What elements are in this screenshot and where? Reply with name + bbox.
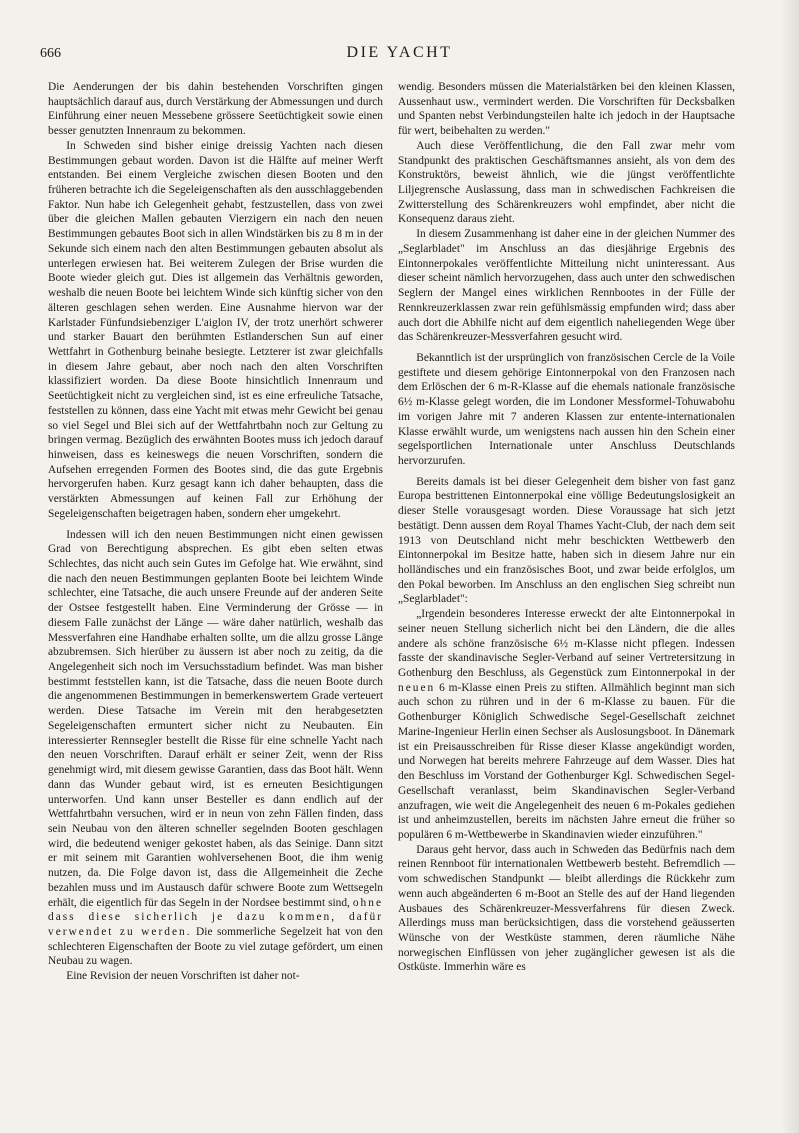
paragraph-text: 6 m-Klasse einen Preis zu stiften. Allmählich beginnt man sich auch schon zu rühren und in der 6 m-Klasse zu bauen. Für die Gothenburger Königlich Schwedische Segel-Gesellschaft zeichnet Marine-Ingenieur Herlin einen Sechser als Auslosungsboot. In Dänemark ist ein Preisausschreiben für Risse dieser Klasse angekündigt worden, und Norwegen hat bereits mehrere Fahrzeuge auf dem Wasser. Dies hat den Beschluss im Vorstand der Gothenburger Kgl. Schwedischen Segel-Gesellschaft veranlasst, beim Skandinavischen Segler-Verband anzufragen, wie weit die Angelegenheit des neuen 6 m-Pokales gediehen ist und anheimzustellen, bereits im nächsten Jahre erneut die früher so populären 6 m-Wettbewerbe in Skandinavien wieder einzuführen.": [398, 681, 735, 841]
paragraph: Bekanntlich ist der ursprünglich von französischen Cercle de la Voile gestiftete und diesem gehörige Eintonnerpokal von den Franzosen nach dem Erlöschen der 6 m-R-Klasse auf die ehemals nationale französische 6½ m-Klasse gelegt worden, die im Londoner Messformel-Tohuwabohu im vorigen Jahre mit 7 anderen Klassen zur entente-internationalen Klasse erwählt wurde, um wenigstens nach aussen hin den Schein einer segelsportlichen Internationale unter Anschluss Deutschlands hervorzurufen.: [398, 351, 735, 467]
paragraph: Auch diese Veröffentlichung, die den Fall zwar mehr vom Standpunkt des praktischen Geschäftsmannes ansieht, als von dem des Konstruktörs, beweist ähnlich, wie die jüngst veröffentlichte Liljegrensche Auslassung, dass man in schwedischen Fachkreisen die Zwitterstellung des Schärenkreuzers wohl empfindet, aber nicht die Konsequenz daraus zieht.: [398, 139, 735, 226]
paragraph: wendig. Besonders müssen die Materialstärken bei den kleinen Klassen, Aussenhaut usw., vermindert werden. Die Vorschriften für Decksbalken und Spanten nebst Verbindungsteilen halte ich jedoch in der Hauptsache für wert, beibehalten zu werden.": [398, 81, 735, 138]
emphasized-text: ohne dass diese sicherlich je dazu kommen, dafür verwendet zu werden.: [48, 896, 384, 938]
emphasized-text: neuen: [398, 681, 436, 694]
paragraph: Bereits damals ist bei dieser Gelegenheit dem bisher von fast ganz Europa bestrittenen Eintonnerpokal eine völlige Bedeutungslosigkeit an dieser Stelle vorausgesagt worden. Diese Voraussage hat sich jetzt bestätigt. Denn aussen dem Royal Thames Yacht-Club, der nach dem seit 1913 von Deutschland nicht mehr beschickten Wettbewerb den Eintonnerpokal im Besitze hatte, haben sich in diesem Jahre nur ein holländisches und ein französisches Boot, und zwar beide erfolglos, um den Pokal beworben. Im Anschluss an den englischen Sieg schreibt nun „Seglarbladet":: [398, 475, 735, 606]
left-column: [48, 80, 383, 984]
quote-paragraph: [398, 607, 735, 843]
right-column: [398, 80, 735, 975]
paragraph: In diesem Zusammenhang ist daher eine in der gleichen Nummer des „Seglarbladet" im Anschluss an das diesjährige Ergebnis des Eintonnerpokales veröffentlichte Mitteilung nicht uninteressant. Aus dieser scheint nämlich hervorzugehen, dass auch unter den schwedischen Seglern der Mangel eines wirklichen Rennbootes in der Fülle der Rennkreuzerklassen zwar rein gefühlsmässig empfunden wird; dass aber auch dort die Abhilfe nicht auf dem eigentlich naheliegenden Wege über das Schärenkreuzer-Messverfahren gesucht wird.: [398, 228, 735, 344]
paragraph: Daraus geht hervor, dass auch in Schweden das Bedürfnis nach dem reinen Rennboot für internationalen Wettbewerb besteht. Befremdlich — vom schwedischen Standpunkt — bleibt allerdings die Rückkehr zum wenn auch abgeänderten 6 m-Boot an Stelle des auf der Hand liegenden Ausbaues des Schärenkreuzer-Messverfahrens für diesen Zweck. Allerdings muss man berücksichtigen, dass die vorstehend geäusserten Wünsche von der Westküste stammen, deren räumliche Nähe norwegischen Einflüssen von jeher zugänglicher gewesen ist als die Ostküste. Immerhin wäre es: [398, 843, 735, 974]
paragraph-text: Die sommerliche Segelzeit hat von den schlechteren Eigenschaften der Boote zu viel zutage gefördert, um einen Neubau zu wagen.: [48, 925, 383, 968]
paragraph: Eine Revision der neuen Vorschriften ist daher not-: [66, 970, 300, 983]
paragraph-text: Indessen will ich den neuen Bestimmungen nicht einen gewissen Grad von Berechtigung absprechen. Es gibt eben selten etwas Schlechtes, das nicht auch sein Gutes im Gefolge hat. Wie erwähnt, sind die nach den neuen Bestimmungen geplanten Boote bei leichtem Winde schlechter, eine Tatsache, die auch unsere Freunde auf der anderen Seite der Ostsee festgestellt haben. Eine Verminderung der Grösse — in diesem Falle zunächst der Länge — wäre daher natürlich, weshalb das Messverfahren eine Handhabe erhalten sollte, um die allzu grosse Länge abzubremsen. Sich hierüber zu äussern ist aber noch zu zeitig, da die Angelegenheit sich noch im Versuchsstadium befindet. Was man bisher bestimmt feststellen kann, ist die Tatsache, dass die neuen Boote durch die angenommenen Bestimmungen in bemerkenswertem Grade verteuert werden. Diese Tatsache im Verein mit den herabgesetzten Segeleigenschaften ermuntert sicher nicht zu Neubauten. Ein interessierter Rennsegler bestellt die Risse für eine schnelle Yacht nach den neuen Vorschriften. Darauf erhält er seiner Zeit, wenn der Riss genehmigt wird, mit diesem gewisse Garantien, dass das Boot hält. Wenn dann das Wunder gebaut wird, ist es erneuten Besichtigungen unterworfen. Und kann unser Besteller es dann endlich auf der Wettfahrtbahn versuchen, wird er in neun von zehn Fällen finden, dass sein Neubau von den älteren schneller segelnden Booten geschlagen wird, die bedeutend weniger gekostet haben, als das Seinige. Dann sitzt er mit seinem mit Garantien wohlversehenen Boot, die ihm wenig nutzen, da. Die Folge davon ist, dass die Allgemeinheit die Zeche bezahlen muss und im Austausch dafür schwere Boote zum Wettsegeln erhält, die eigentlich für das Segeln in der Nordsee bestimmt sind,: [48, 528, 383, 909]
paragraph: [48, 528, 383, 970]
paragraph-text: „Irgendein besonderes Interesse erweckt der alte Eintonnerpokal in seiner neuen Stellung sicherlich nicht bei den Ländern, die die alles andere als schöne französische 6½ m-Klasse nicht pflegen. Indessen fasste der skandinavische Segler-Verband auf seiner Vertretersitzung in Gothenburg den Beschluss, als Gegenstück zum Eintonnerpokal in der: [398, 608, 735, 680]
paragraph: Die Aenderungen der bis dahin bestehenden Vorschriften gingen hauptsächlich darauf aus, durch Verstärkung der Abmessungen und durch Einführung einer neuen Messebene grössere Seetüchtigkeit sowie einen besser genutzten Innenraum zu bekommen.: [48, 81, 383, 138]
page-edge-shadow: [781, 0, 799, 1133]
page-number: 666: [40, 46, 61, 61]
running-title: DIE YACHT: [346, 44, 453, 61]
paragraph: In Schweden sind bisher einige dreissig Yachten nach diesen Bestimmungen gebaut worden. Davon ist die Hälfte auf meiner Werft entstanden. Bei einem Vergleiche zwischen diesen Booten und den früheren betrachte ich die Segeleigenschaften als den ausschlaggebenden Faktor. Nun habe ich Gelegenheit gehabt, festzustellen, dass von zwei über die gleichen Mallen gebauten Vierzigern ein nach den neuen Bestimmungen gebautes Boot sich in allen Windstärken bis zu 8 m in der Sekunde sich einem nach den alten Bestimmungen gebauten absolut als unterlegen erwiesen hat. Bei weiterem Zulegen der Brise wurden die Boote wieder gleich gut. Dies ist allgemein das Verhältnis geworden, weshalb die neuen Boote bei leichtem Winde sich künftig sicher von den älteren geschlagen sehen werden. Eine Ausnahme hiervon war der Karlstader Fünfundsiebenziger L'aiglon IV, der trotz unerhört schwerer und starker Bauart den berühmten Estlanderschen Sun auf einer Wettfahrt in Gothenburg beinahe besiegte. Letzterer ist zwar gleichfalls in diesem Jahre gebaut, aber noch nach den alten Vorschriften klassifiziert worden. Da diese Boote hinsichtlich Innenraum und Seetüchtigkeit nicht zu vergleichen sind, ist es eine erfreuliche Tatsache, feststellen zu können, dass eine Yacht mit etwas mehr Gewicht bei genau so viel Segel und Blei sich auf der Wettfahrtbahn noch zur Geltung zu bringen vermag. Bezüglich des erwähnten Bootes muss ich jedoch darauf hinweisen, dass es keineswegs die neuen Vorschriften, sondern die Aufsehen erregenden Formen des Bootes sind, die das gute Ergebnis hervorgerufen haben. Kurz gesagt kann ich daher behaupten, dass die verstärkten Abmessungen auf keinen Fall zur Erhöhung der Segeleigenschaften beigetragen haben, sondern eher umgekehrt.: [48, 139, 383, 520]
